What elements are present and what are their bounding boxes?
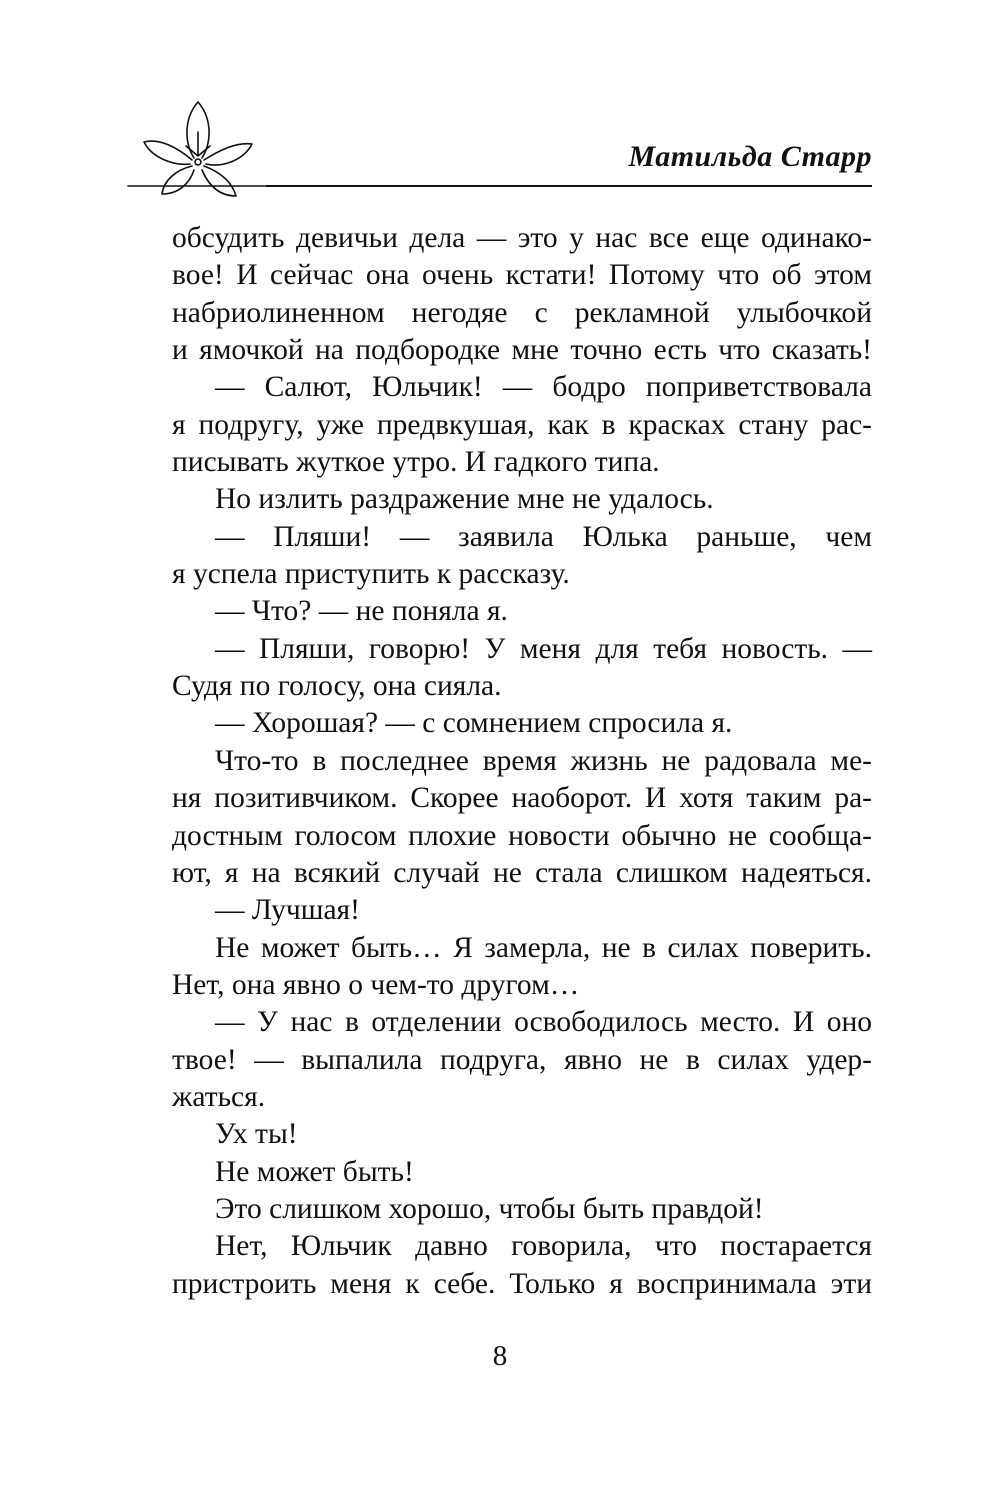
text-line: ня позитивчиком. Скорее наоборот. И хотя таким ра- [172, 782, 872, 815]
text-line: Нет, она явно о чем-то другом… [172, 968, 580, 1001]
flower-icon [126, 96, 276, 206]
text-line: Ух ты! [215, 1118, 298, 1151]
text-line: пристроить меня к себе. Только я воспринимала эти [172, 1267, 872, 1300]
text-line: — Хорошая? — с сомнением спросила я. [215, 707, 733, 740]
text-line: писывать жуткое утро. И гадкого типа. [172, 446, 660, 479]
text-line: вое! И сейчас она очень кстати! Потому что об этом [172, 259, 872, 292]
running-title: Матильда Старр [628, 140, 872, 173]
text-line: — Лучшая! [215, 894, 360, 927]
text-line: Не может быть! [215, 1155, 414, 1188]
text-line: — У нас в отделении освободилось место. И оно [215, 1006, 872, 1039]
text-line: достным голосом плохие новости обычно не сообща- [172, 819, 872, 852]
text-line: Но излить раздражение мне не удалось. [215, 483, 714, 516]
text-line: я подругу, уже предвкушая, как в красках стану рас- [172, 408, 872, 441]
text-line: ют, я на всякий случай не стала слишком надеяться. [172, 856, 872, 889]
body-text [172, 220, 872, 1303]
text-line: Что-то в последнее время жизнь не радовала ме- [215, 744, 872, 777]
text-line: я успела приступить к рассказу. [172, 558, 570, 591]
text-line: твое! — выпалила подруга, явно не в силах удер- [172, 1043, 872, 1076]
header-rule [266, 185, 872, 187]
text-line: — Пляши, говорю! У меня для тебя новость. — [215, 632, 872, 665]
text-line: Нет, Юльчик давно говорила, что постарается [215, 1230, 872, 1263]
text-line: Судя по голосу, она сияла. [172, 670, 502, 703]
text-line: — Пляши! — заявила Юлька раньше, чем [215, 520, 872, 553]
text-line: Это слишком хорошо, чтобы быть правдой! [215, 1192, 764, 1225]
text-line: — Что? — не поняла я. [215, 595, 508, 628]
text-line: и ямочкой на подбородке мне точно есть что сказать! [172, 334, 872, 367]
text-line: Не может быть… Я замерла, не в силах поверить. [215, 931, 872, 964]
text-line: жаться. [172, 1080, 266, 1113]
page-number: 8 [492, 1340, 508, 1372]
text-line: обсудить девичьи дела — это у нас все еще одинако- [172, 222, 872, 254]
text-line: набриолиненном негодяе с рекламной улыбочкой [172, 296, 872, 329]
text-line: — Салют, Юльчик! — бодро поприветствовала [215, 371, 872, 404]
